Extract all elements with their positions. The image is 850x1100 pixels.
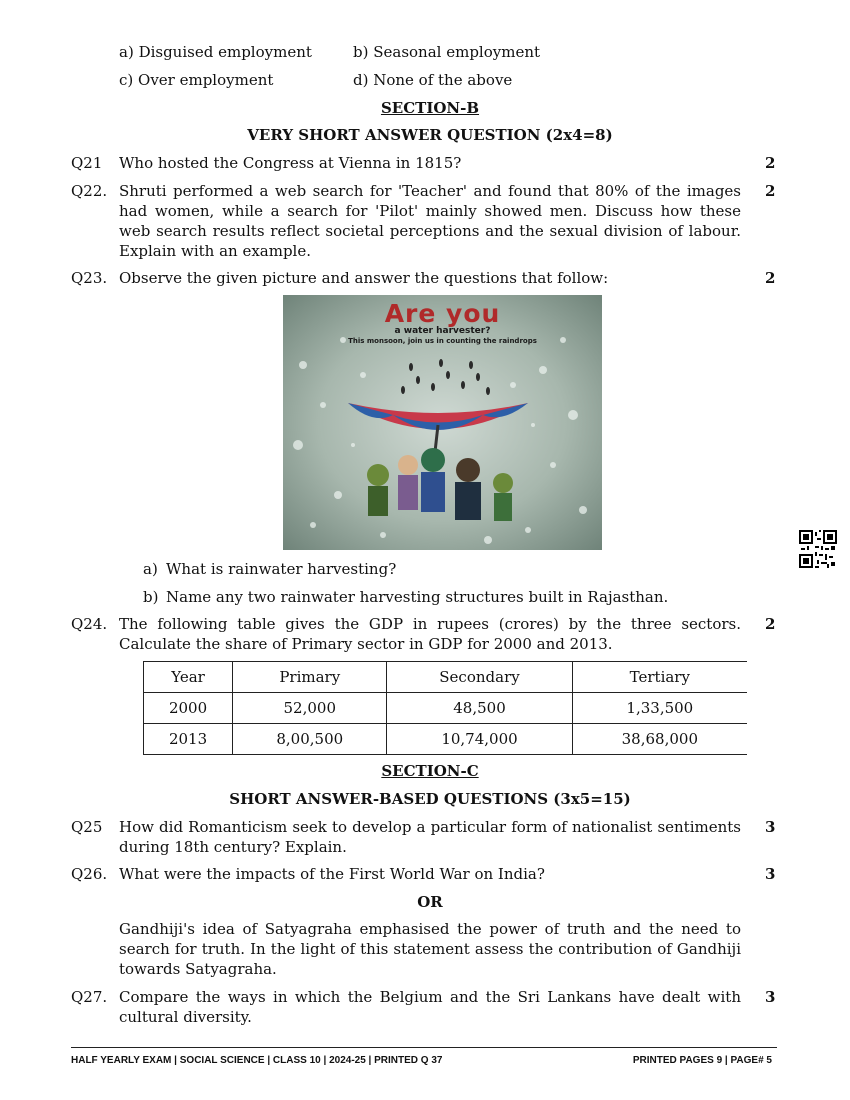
q26-marks: 3 [765, 865, 776, 883]
q23-subquestion-b [143, 587, 668, 607]
footer-page-info: PRINTED PAGES 9 | PAGE# 5 [632, 1055, 772, 1066]
option-a: a) Disguised employment [119, 43, 312, 61]
q24-text: The following table gives the GDP in rupees (crores) by the three sectors. Calculate the share of Primary sector in GDP for 2000 and 2013. [119, 615, 741, 653]
q21-text: Who hosted the Congress at Vienna in 1815? [119, 154, 462, 172]
q23-subquestion-a [143, 559, 396, 579]
table-row [144, 724, 748, 755]
section-c-subtitle: SHORT ANSWER-BASED QUESTIONS (3x5=15) [229, 790, 631, 808]
q22-number: Q22. [71, 182, 108, 200]
q22-marks: 2 [765, 182, 776, 200]
q23-sub-b-label: b) [143, 588, 159, 606]
option-c: c) Over employment [119, 71, 274, 89]
poster-subheading: a water harvester? [394, 326, 491, 336]
table-header-row [144, 662, 748, 693]
q22-text: Shruti performed a web search for 'Teacher' and found that 80% of the images had women, while a search for 'Pilot' mainly showed men. Discuss how these web search results reflect societal perceptions and the sexual division of labour. Explain with an example. [119, 182, 741, 260]
q23-sub-a-text: What is rainwater harvesting? [166, 560, 397, 578]
section-b-subtitle: VERY SHORT ANSWER QUESTION (2x4=8) [247, 126, 613, 144]
table-cell: 52,000 [233, 693, 387, 724]
q25-number: Q25 [71, 818, 103, 836]
option-b: b) Seasonal employment [353, 43, 541, 61]
q23-marks: 2 [765, 269, 776, 287]
table-cell: 10,74,000 [387, 724, 572, 755]
option-d: d) None of the above [353, 71, 513, 89]
q21-number: Q21 [71, 154, 103, 172]
table-header-cell: Secondary [387, 662, 572, 693]
q23-text: Observe the given picture and answer the questions that follow: [119, 269, 609, 287]
footer-exam-info: HALF YEARLY EXAM | SOCIAL SCIENCE | CLASS 10 | 2024-25 | PRINTED Q 37 [71, 1055, 443, 1066]
qr-code [799, 530, 837, 568]
table-cell: 48,500 [387, 693, 572, 724]
gdp-table [143, 661, 747, 755]
q24-marks: 2 [765, 615, 776, 633]
q26-text: What were the impacts of the First World War on India? [119, 865, 545, 883]
table-cell: 8,00,500 [233, 724, 387, 755]
poster-headline: Are you [384, 299, 501, 328]
q27-marks: 3 [765, 988, 776, 1006]
q24-number: Q24. [71, 615, 108, 633]
table-header-cell: Primary [233, 662, 387, 693]
or-divider: OR [417, 893, 443, 911]
q25-text: How did Romanticism seek to develop a particular form of nationalist sentiments during 18th century? Explain. [119, 818, 741, 856]
q25-marks: 3 [765, 818, 776, 836]
q27-number: Q27. [71, 988, 108, 1006]
q26-number: Q26. [71, 865, 108, 883]
table-header-cell: Year [144, 662, 233, 693]
poster-tagline: This monsoon, join us in counting the raindrops [348, 337, 537, 345]
q23-sub-a-label: a) [143, 560, 158, 578]
table-header-cell: Tertiary [572, 662, 747, 693]
table-row [144, 693, 748, 724]
table-cell: 38,68,000 [572, 724, 747, 755]
table-cell: 2013 [144, 724, 233, 755]
q26-alternative-text: Gandhiji's idea of Satyagraha emphasised the power of truth and the need to search for truth. In the light of this statement assess the contribution of Gandhiji towards Satyagraha. [119, 920, 741, 978]
q27-text: Compare the ways in which the Belgium and the Sri Lankans have dealt with cultural diversity. [119, 988, 741, 1026]
rainwater-harvesting-poster [283, 295, 602, 550]
q21-marks: 2 [765, 154, 776, 172]
footer-divider [71, 1047, 777, 1048]
table-cell: 1,33,500 [572, 693, 747, 724]
table-cell: 2000 [144, 693, 233, 724]
q23-sub-b-text: Name any two rainwater harvesting structures built in Rajasthan. [166, 588, 669, 606]
q23-number: Q23. [71, 269, 108, 287]
section-b-title: SECTION-B [380, 99, 480, 117]
section-c-title: SECTION-C [381, 762, 479, 780]
